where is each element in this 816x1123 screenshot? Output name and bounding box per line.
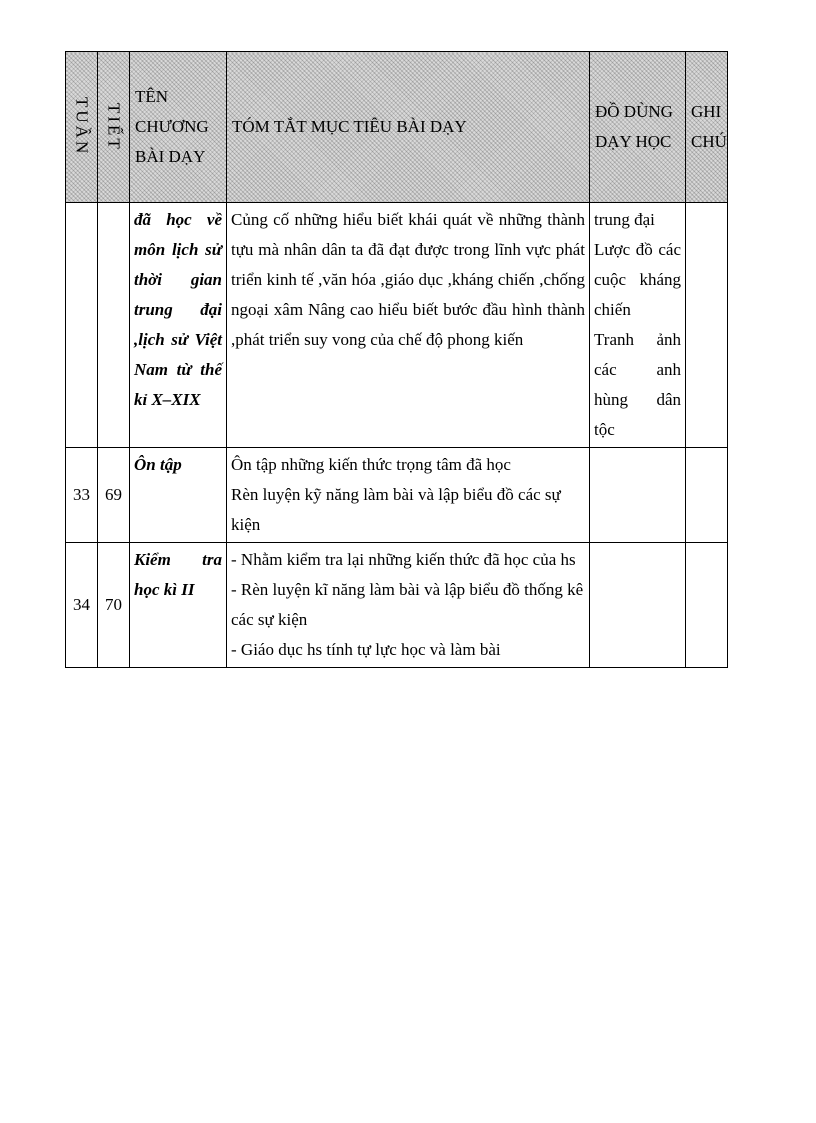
cell-tuan [66, 203, 98, 448]
header-chuong: TÊN CHƯƠNG BÀI DẠY [130, 52, 227, 203]
cell-do-dung [590, 448, 686, 543]
cell-ten-bai: Kiểm tra học kì II [130, 543, 227, 668]
table-header-row [66, 52, 728, 203]
cell-muc-tieu: Củng cố những hiểu biết khái quát về những thành tựu mà nhân dân ta đã đạt được trong lĩnh vực phát triển kinh tế ,văn hóa ,giáo dục ,kháng chiến ,chống ngoại xâm Nâng cao hiểu biết bước đầu hình thành ,phát triển suy vong của chế độ phong kiến [227, 203, 590, 448]
cell-ten-bai: Ôn tập [130, 448, 227, 543]
header-tiet: TIẾT [98, 52, 130, 203]
table-row [66, 203, 728, 448]
cell-tiet [98, 203, 130, 448]
lesson-plan-table [65, 51, 728, 668]
table-row [66, 543, 728, 668]
header-tuan: TUẦN [66, 52, 98, 203]
cell-ghi-chu [686, 203, 728, 448]
cell-muc-tieu: - Nhằm kiểm tra lại những kiến thức đã học của hs - Rèn luyện kĩ năng làm bài và lập biểu đồ thống kê các sự kiện - Giáo dục hs tính tự lực học và làm bài [227, 543, 590, 668]
cell-tuan: 33 [66, 448, 98, 543]
cell-muc-tieu: Ôn tập những kiến thức trọng tâm đã học Rèn luyện kỹ năng làm bài và lập biểu đồ các sự kiện [227, 448, 590, 543]
header-muc-tieu: TÓM TẮT MỤC TIÊU BÀI DẠY [227, 52, 590, 203]
cell-tiet: 70 [98, 543, 130, 668]
cell-ten-bai: đã học về môn lịch sử thời gian trung đại ,lịch sử Việt Nam từ thế kỉ X–XIX [130, 203, 227, 448]
cell-tiet: 69 [98, 448, 130, 543]
cell-do-dung: trung đại Lược đồ các cuộc kháng chiến Tranh ảnh các anh hùng dân tộc [590, 203, 686, 448]
cell-ghi-chu [686, 448, 728, 543]
cell-ghi-chu [686, 543, 728, 668]
cell-tuan: 34 [66, 543, 98, 668]
table-row [66, 448, 728, 543]
cell-do-dung [590, 543, 686, 668]
header-do-dung: ĐỒ DÙNG DẠY HỌC [590, 52, 686, 203]
header-ghi-chu: GHI CHÚ [686, 52, 728, 203]
